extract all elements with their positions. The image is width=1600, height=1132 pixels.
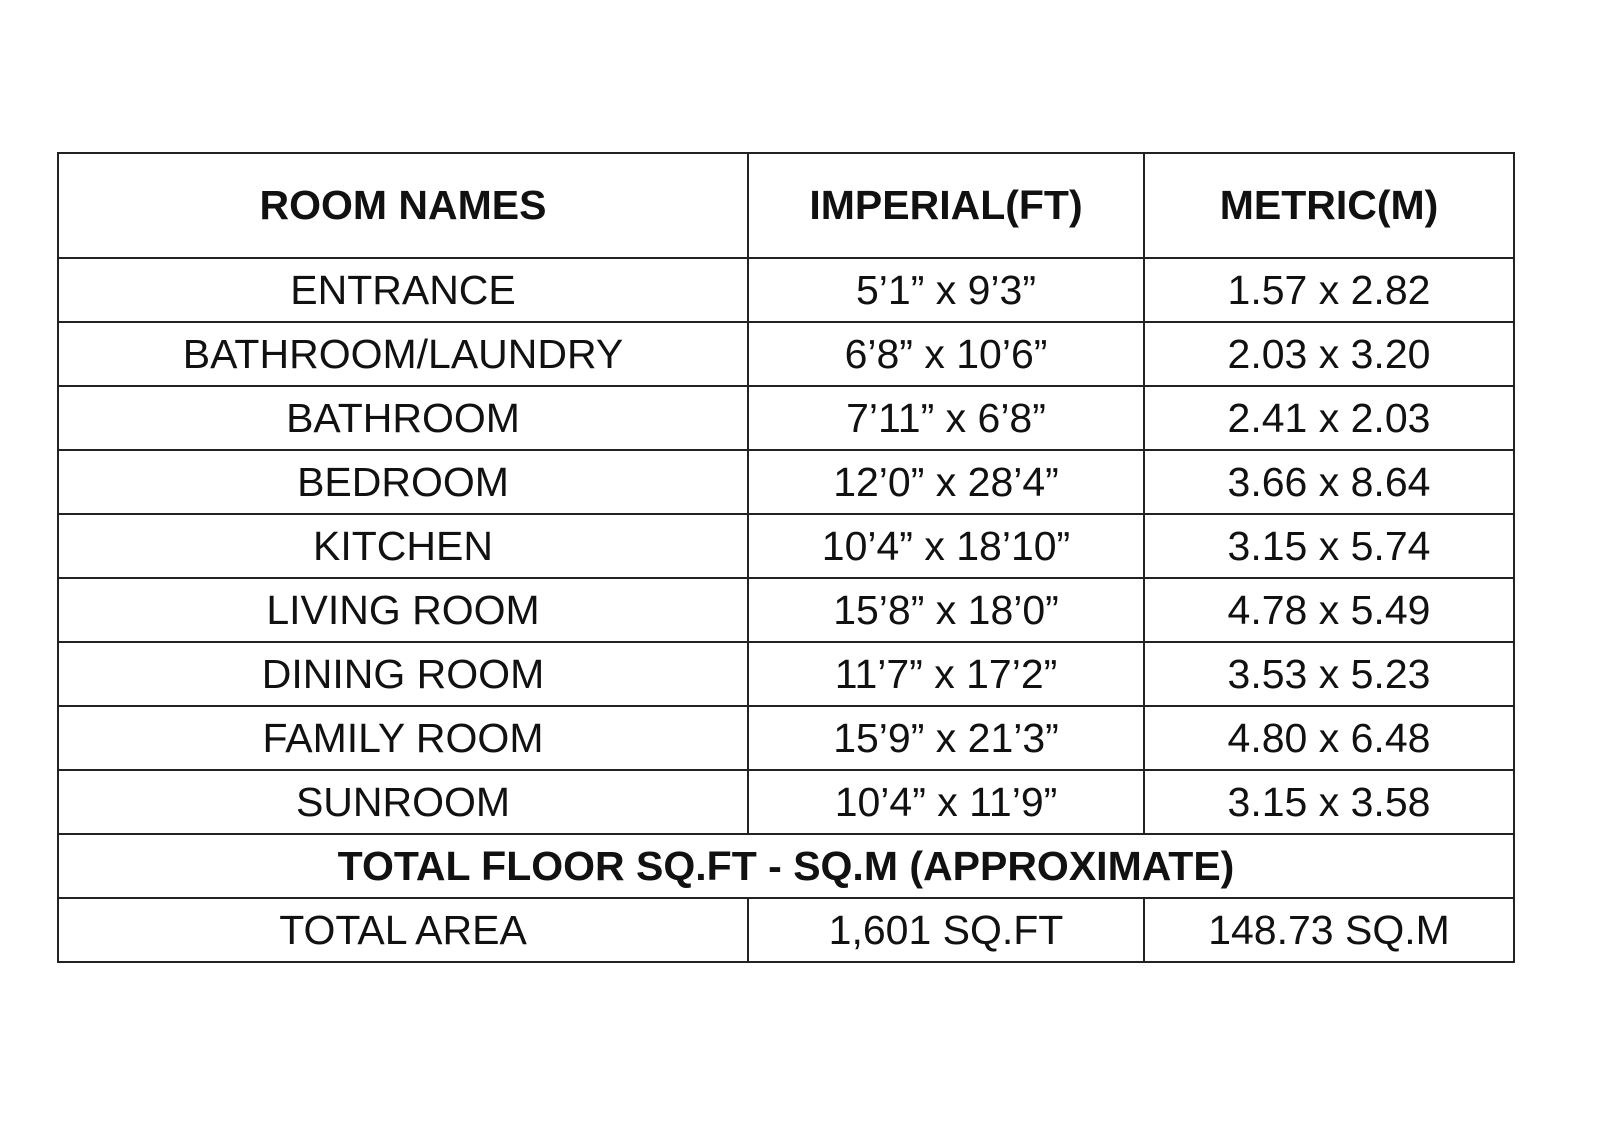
table-row	[58, 322, 1514, 386]
table-row	[58, 258, 1514, 322]
room-name-cell: SUNROOM	[58, 770, 748, 834]
room-name-cell: BEDROOM	[58, 450, 748, 514]
table-row	[58, 578, 1514, 642]
room-name-cell: BATHROOM	[58, 386, 748, 450]
header-row	[58, 153, 1514, 258]
table-row	[58, 514, 1514, 578]
header-room-names: ROOM NAMES	[58, 153, 748, 258]
imperial-cell: 15’8” x 18’0”	[748, 578, 1144, 642]
metric-cell: 3.15 x 5.74	[1144, 514, 1514, 578]
room-name-cell: BATHROOM/LAUNDRY	[58, 322, 748, 386]
table-row	[58, 770, 1514, 834]
metric-cell: 4.80 x 6.48	[1144, 706, 1514, 770]
room-name-cell: KITCHEN	[58, 514, 748, 578]
room-name-cell: FAMILY ROOM	[58, 706, 748, 770]
table-row	[58, 642, 1514, 706]
table-row	[58, 450, 1514, 514]
room-dimensions-table	[57, 152, 1515, 963]
imperial-cell: 6’8” x 10’6”	[748, 322, 1144, 386]
imperial-cell: 15’9” x 21’3”	[748, 706, 1144, 770]
room-name-cell: LIVING ROOM	[58, 578, 748, 642]
metric-cell: 3.53 x 5.23	[1144, 642, 1514, 706]
metric-cell: 1.57 x 2.82	[1144, 258, 1514, 322]
room-name-cell: ENTRANCE	[58, 258, 748, 322]
metric-cell: 3.15 x 3.58	[1144, 770, 1514, 834]
header-imperial: IMPERIAL(FT)	[748, 153, 1144, 258]
imperial-cell: 5’1” x 9’3”	[748, 258, 1144, 322]
imperial-cell: 11’7” x 17’2”	[748, 642, 1144, 706]
total-area-label: TOTAL AREA	[58, 898, 748, 962]
imperial-cell: 7’11” x 6’8”	[748, 386, 1144, 450]
table-row	[58, 706, 1514, 770]
room-dimensions-sheet	[57, 152, 1513, 963]
metric-cell: 3.66 x 8.64	[1144, 450, 1514, 514]
imperial-cell: 10’4” x 18’10”	[748, 514, 1144, 578]
summary-heading-row	[58, 834, 1514, 898]
imperial-cell: 12’0” x 28’4”	[748, 450, 1144, 514]
total-area-metric: 148.73 SQ.M	[1144, 898, 1514, 962]
metric-cell: 2.41 x 2.03	[1144, 386, 1514, 450]
metric-cell: 2.03 x 3.20	[1144, 322, 1514, 386]
imperial-cell: 10’4” x 11’9”	[748, 770, 1144, 834]
total-area-row	[58, 898, 1514, 962]
room-name-cell: DINING ROOM	[58, 642, 748, 706]
metric-cell: 4.78 x 5.49	[1144, 578, 1514, 642]
table-row	[58, 386, 1514, 450]
summary-heading: TOTAL FLOOR SQ.FT - SQ.M (APPROXIMATE)	[58, 834, 1514, 898]
header-metric: METRIC(M)	[1144, 153, 1514, 258]
total-area-imperial: 1,601 SQ.FT	[748, 898, 1144, 962]
